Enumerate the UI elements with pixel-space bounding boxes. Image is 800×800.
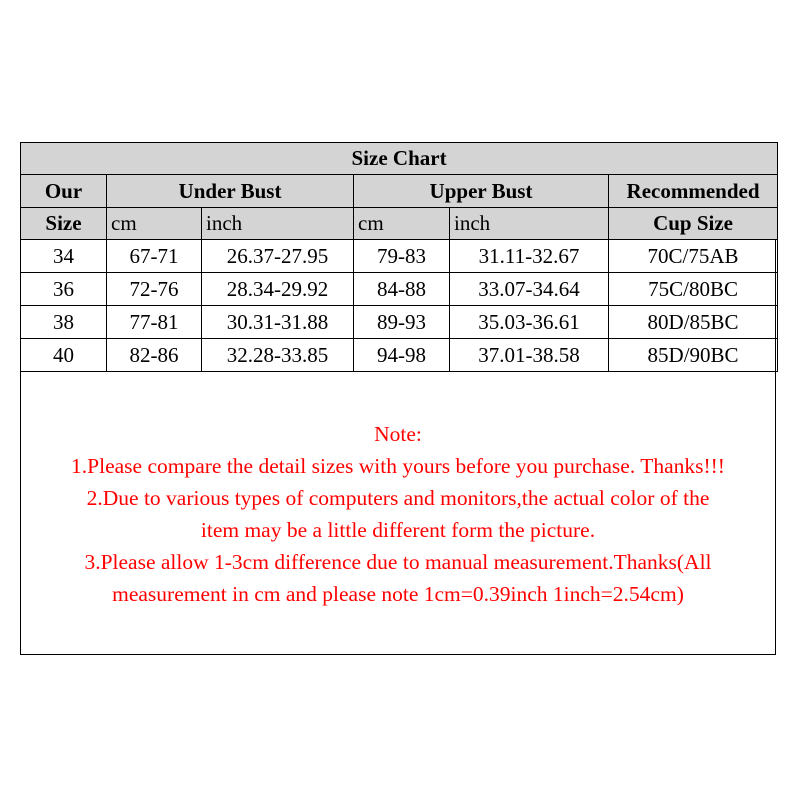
upper-bust-inch-cell: 35.03-36.61 [450,306,609,339]
upper-bust-inch-cell: 31.11-32.67 [450,240,609,273]
note-line-3a: 3.Please allow 1-3cm difference due to manual measurement.Thanks(All [84,550,712,574]
size-chart-table [20,142,778,372]
table-row [21,273,778,306]
under-bust-cm-cell: 82-86 [107,339,202,372]
table-row [21,339,778,372]
size-cell: 38 [21,306,107,339]
upper-bust-header: Upper Bust [354,175,609,208]
size-cell: 40 [21,339,107,372]
under-bust-inch-header: inch [202,208,354,240]
under-bust-cm-cell: 77-81 [107,306,202,339]
upper-bust-cm-cell: 89-93 [354,306,450,339]
upper-bust-inch-cell: 33.07-34.64 [450,273,609,306]
under-bust-inch-cell: 32.28-33.85 [202,339,354,372]
under-bust-inch-cell: 26.37-27.95 [202,240,354,273]
under-bust-header: Under Bust [107,175,354,208]
table-row [21,306,778,339]
under-bust-inch-cell: 28.34-29.92 [202,273,354,306]
size-cell: 34 [21,240,107,273]
table-title: Size Chart [21,143,778,175]
cup-size-cell: 70C/75AB [609,240,778,273]
under-bust-cm-header: cm [107,208,202,240]
notes-section [22,418,774,610]
note-line-2b: item may be a little different form the picture. [200,518,596,542]
note-heading: Note: [374,422,422,446]
recommended-header-top: Recommended [609,175,778,208]
under-bust-inch-cell: 30.31-31.88 [202,306,354,339]
our-size-header-top: Our [21,175,107,208]
note-line-3b: measurement in cm and please note 1cm=0.39inch 1inch=2.54cm) [112,582,684,606]
upper-bust-inch-header: inch [450,208,609,240]
recommended-header-bottom: Cup Size [609,208,778,240]
upper-bust-cm-cell: 84-88 [354,273,450,306]
cup-size-cell: 80D/85BC [609,306,778,339]
size-cell: 36 [21,273,107,306]
cup-size-cell: 75C/80BC [609,273,778,306]
note-line-2a: 2.Due to various types of computers and monitors,the actual color of the [86,486,710,510]
under-bust-cm-cell: 67-71 [107,240,202,273]
under-bust-cm-cell: 72-76 [107,273,202,306]
our-size-header-bottom: Size [21,208,107,240]
upper-bust-cm-cell: 94-98 [354,339,450,372]
cup-size-cell: 85D/90BC [609,339,778,372]
table-row [21,240,778,273]
upper-bust-cm-header: cm [354,208,450,240]
upper-bust-cm-cell: 79-83 [354,240,450,273]
note-line-1: 1.Please compare the detail sizes with yours before you purchase. Thanks!!! [71,454,725,478]
upper-bust-inch-cell: 37.01-38.58 [450,339,609,372]
